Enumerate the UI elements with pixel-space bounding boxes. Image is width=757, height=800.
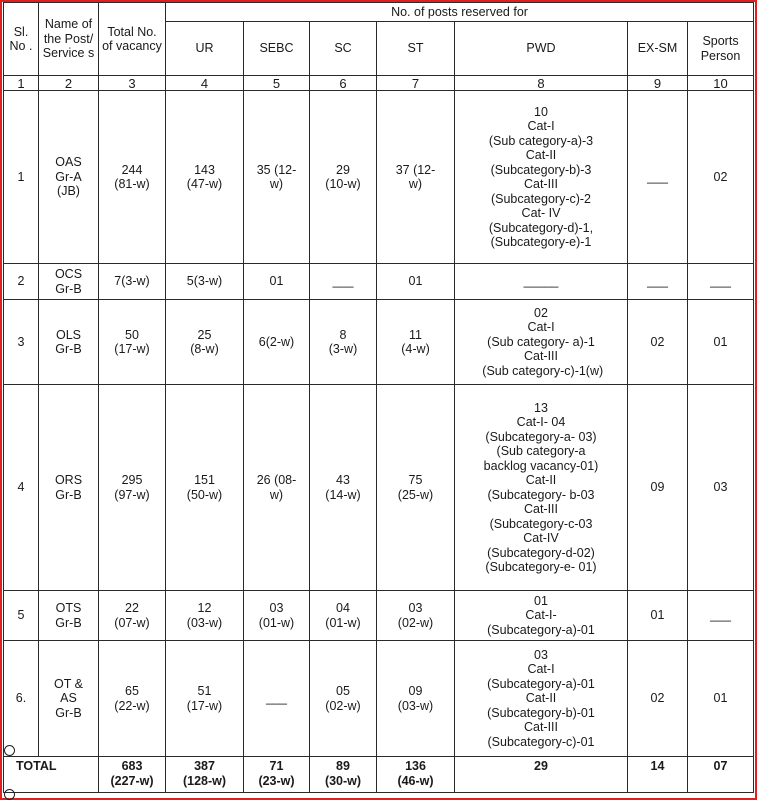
cell-st: 09 (03-w) xyxy=(377,641,455,757)
header-sl-no: Sl. No . xyxy=(4,3,39,76)
cell-post-name: OLS Gr-B xyxy=(39,300,99,385)
pwd-line: (Sub category-c)-1(w) xyxy=(478,363,604,378)
cell-sc: 43 (14-w) xyxy=(310,385,377,591)
column-number: 2 xyxy=(39,76,99,91)
cell-post-name: OT & AS Gr-B xyxy=(39,641,99,757)
pwd-line: Cat-II xyxy=(525,691,557,706)
pwd-line: (Subcategory-a- 03) xyxy=(485,429,597,444)
pwd-line: Cat-III xyxy=(523,720,559,735)
header-pwd: PWD xyxy=(455,22,628,76)
cell-exsm: 02 xyxy=(628,300,688,385)
cell-sebc: 6(2-w) xyxy=(244,300,310,385)
pwd-line: (Subcategory-a)-01 xyxy=(487,622,595,637)
table-row xyxy=(4,264,754,300)
cell-ur: 5(3-w) xyxy=(166,264,244,300)
column-number: 5 xyxy=(244,76,310,91)
column-number: 9 xyxy=(628,76,688,91)
cell-pwd xyxy=(455,300,628,385)
cell-sports: ___ xyxy=(688,264,754,300)
total-cell-sebc: 71 (23-w) xyxy=(244,757,310,793)
total-cell-st: 136 (46-w) xyxy=(377,757,455,793)
cell-pwd xyxy=(455,385,628,591)
pwd-breakdown xyxy=(457,415,625,575)
cell-post-name: OCS Gr-B xyxy=(39,264,99,300)
cell-sebc: ___ xyxy=(244,641,310,757)
column-number: 8 xyxy=(455,76,628,91)
pwd-count: 03 xyxy=(534,647,548,662)
header-post-name: Name of the Post/ Service s xyxy=(39,3,99,76)
pwd-breakdown xyxy=(457,119,625,250)
pwd-line: (Subcategory-b)-01 xyxy=(487,705,595,720)
pwd-line: (Sub category-a)-3 xyxy=(488,133,594,148)
cell-sebc: 01 xyxy=(244,264,310,300)
total-label: TOTAL xyxy=(4,757,99,793)
pwd-count: 02 xyxy=(534,305,548,320)
cell-sports: ___ xyxy=(688,591,754,641)
table-row xyxy=(4,591,754,641)
header-total-vacancy: Total No. of vacancy xyxy=(99,3,166,76)
cell-total: 244 (81-w) xyxy=(99,91,166,264)
pwd-line: Cat-III xyxy=(523,349,559,364)
cell-post-name: OTS Gr-B xyxy=(39,591,99,641)
hole-punch-mark xyxy=(4,789,15,800)
hole-punch-mark xyxy=(4,745,15,756)
total-cell-sc: 89 (30-w) xyxy=(310,757,377,793)
pwd-line: backlog vacancy-01) xyxy=(483,458,599,473)
pwd-breakdown xyxy=(457,320,625,378)
cell-sc: 29 (10-w) xyxy=(310,91,377,264)
pwd-line: (Sub category-a xyxy=(496,444,586,458)
cell-st: 37 (12- w) xyxy=(377,91,455,264)
column-number-row xyxy=(4,76,754,91)
cell-exsm: ___ xyxy=(628,264,688,300)
total-cell-pwd: 29 xyxy=(455,757,628,793)
cell-sebc: 03 (01-w) xyxy=(244,591,310,641)
pwd-line: Cat-III xyxy=(523,177,559,191)
pwd-count: 10 xyxy=(534,104,548,119)
cell-sl: 1 xyxy=(4,91,39,264)
pwd-line: Cat- IV xyxy=(521,206,561,220)
pwd-line: (Subcategory-e)-1 xyxy=(490,235,592,249)
cell-sports: 02 xyxy=(688,91,754,264)
pwd-line: Cat-I xyxy=(527,320,555,335)
column-number: 3 xyxy=(99,76,166,91)
cell-sl: 6. xyxy=(4,641,39,757)
pwd-line: (Subcategory-a)-01 xyxy=(487,676,595,691)
table-row xyxy=(4,91,754,264)
cell-sebc: 26 (08- w) xyxy=(244,385,310,591)
pwd-line: (Subcategory-d-02) xyxy=(487,545,595,560)
pwd-line: Cat-IV xyxy=(523,531,559,545)
cell-sc: ___ xyxy=(310,264,377,300)
cell-sc: 05 (02-w) xyxy=(310,641,377,757)
cell-sebc: 35 (12- w) xyxy=(244,91,310,264)
pwd-line: (Subcategory-c-03 xyxy=(489,516,593,531)
column-number: 1 xyxy=(4,76,39,91)
total-cell-exsm: 14 xyxy=(628,757,688,793)
pwd-breakdown xyxy=(457,662,625,749)
cell-post-name: ORS Gr-B xyxy=(39,385,99,591)
header-row-1 xyxy=(4,3,754,22)
column-number: 6 xyxy=(310,76,377,91)
pwd-line: Cat-II xyxy=(525,148,557,162)
column-number: 7 xyxy=(377,76,455,91)
cell-sl: 4 xyxy=(4,385,39,591)
table-row xyxy=(4,641,754,757)
total-cell-sports: 07 xyxy=(688,757,754,793)
cell-sl: 5 xyxy=(4,591,39,641)
cell-st: 11 (4-w) xyxy=(377,300,455,385)
header-reserved-for: No. of posts reserved for xyxy=(166,3,754,22)
cell-total: 50 (17-w) xyxy=(99,300,166,385)
total-cell-ur: 387 (128-w) xyxy=(166,757,244,793)
vacancy-reservation-table xyxy=(3,2,754,793)
header-sc: SC xyxy=(310,22,377,76)
pwd-line: (Subcategory-b)-3 xyxy=(490,162,592,177)
pwd-line: Cat-III xyxy=(523,502,559,516)
cell-post-name: OAS Gr-A (JB) xyxy=(39,91,99,264)
cell-ur: 12 (03-w) xyxy=(166,591,244,641)
cell-ur: 25 (8-w) xyxy=(166,300,244,385)
cell-exsm: 02 xyxy=(628,641,688,757)
cell-total: 7(3-w) xyxy=(99,264,166,300)
pwd-count: 01 xyxy=(534,593,548,608)
cell-sc: 8 (3-w) xyxy=(310,300,377,385)
pwd-line: (Subcategory-c)-01 xyxy=(487,734,595,749)
column-number: 10 xyxy=(688,76,754,91)
cell-sl: 3 xyxy=(4,300,39,385)
cell-sc: 04 (01-w) xyxy=(310,591,377,641)
cell-total: 22 (07-w) xyxy=(99,591,166,641)
total-cell-vacancy: 683 (227-w) xyxy=(99,757,166,793)
pwd-line: Cat-I xyxy=(527,119,555,133)
pwd-line: Cat-I xyxy=(527,662,555,677)
pwd-breakdown xyxy=(457,608,625,637)
cell-pwd xyxy=(455,591,628,641)
cell-pwd xyxy=(455,91,628,264)
pwd-line: (Subcategory-d)-1, xyxy=(488,220,594,235)
table-row xyxy=(4,385,754,591)
pwd-line: Cat-I- 04 xyxy=(516,415,566,429)
total-row xyxy=(4,757,754,793)
header-ur: UR xyxy=(166,22,244,76)
cell-st: 03 (02-w) xyxy=(377,591,455,641)
cell-ur: 151 (50-w) xyxy=(166,385,244,591)
cell-total: 65 (22-w) xyxy=(99,641,166,757)
cell-total: 295 (97-w) xyxy=(99,385,166,591)
cell-sl: 2 xyxy=(4,264,39,300)
header-st: ST xyxy=(377,22,455,76)
column-number: 4 xyxy=(166,76,244,91)
pwd-line: Cat-I- xyxy=(525,608,557,623)
cell-ur: 143 (47-w) xyxy=(166,91,244,264)
cell-ur: 51 (17-w) xyxy=(166,641,244,757)
pwd-line: (Subcategory-c)-2 xyxy=(490,191,592,206)
header-sports-person: Sports Person xyxy=(688,22,754,76)
pwd-count: 13 xyxy=(534,400,548,415)
pwd-count: _____ xyxy=(523,274,559,289)
pwd-line: (Subcategory- b-03 xyxy=(487,487,595,502)
cell-pwd xyxy=(455,264,628,300)
header-exsm: EX-SM xyxy=(628,22,688,76)
pwd-line: (Subcategory-e- 01) xyxy=(485,560,597,574)
pwd-line: (Sub category- a)-1 xyxy=(487,334,595,349)
cell-st: 75 (25-w) xyxy=(377,385,455,591)
cell-exsm: 01 xyxy=(628,591,688,641)
table-row xyxy=(4,300,754,385)
cell-sports: 01 xyxy=(688,300,754,385)
cell-exsm: ___ xyxy=(628,91,688,264)
cell-st: 01 xyxy=(377,264,455,300)
cell-sports: 03 xyxy=(688,385,754,591)
cell-sports: 01 xyxy=(688,641,754,757)
pwd-line: Cat-II xyxy=(525,473,557,487)
cell-exsm: 09 xyxy=(628,385,688,591)
cell-pwd xyxy=(455,641,628,757)
header-sebc: SEBC xyxy=(244,22,310,76)
